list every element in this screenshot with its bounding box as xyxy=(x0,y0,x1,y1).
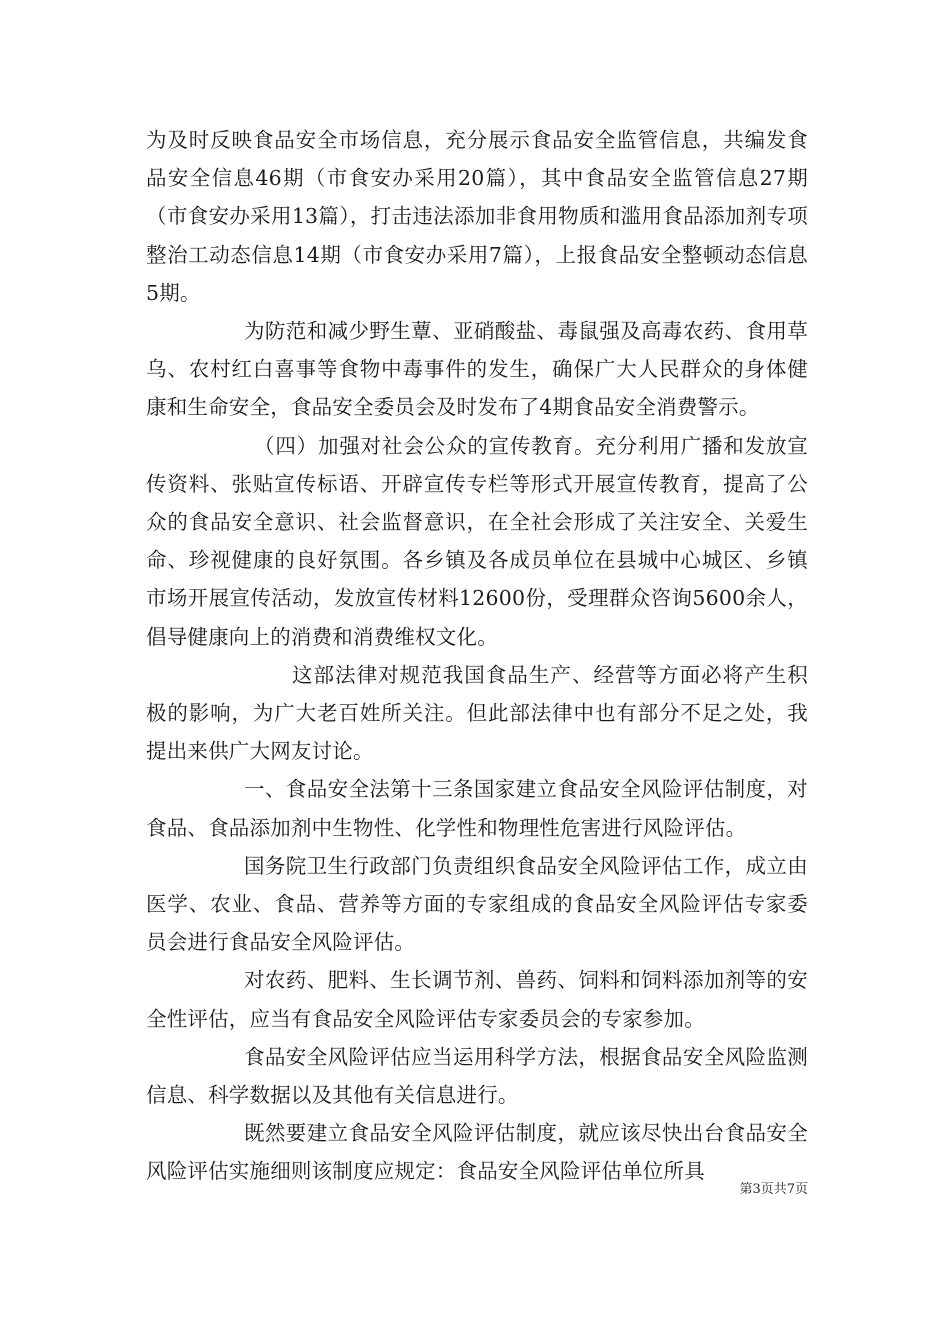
paragraph-article-13: 一、食品安全法第十三条国家建立食品安全风险评估制度，对食品、食品添加剂中生物性、化学性和物理性危害进行风险评估。 xyxy=(146,777,808,840)
paragraph-poisoning-warning: 为防范和减少野生蕈、亚硝酸盐、毒鼠强及高毒农药、食用草乌、农村红白喜事等食物中毒事件的发生，确保广大人民群众的身体健康和生命安全，食品安全委员会及时发布了4期食品安全消费警示。 xyxy=(146,319,808,420)
paragraph-law-impact: 这部法律对规范我国食品生产、经营等方面必将产生积极的影响，为广大老百姓所关注。但此部法律中也有部分不足之处，我提出来供广大网友讨论。 xyxy=(146,662,808,764)
paragraph-public-education: （四）加强对社会公众的宣传教育。充分利用广播和发放宣传资料、张贴宣传标语、开辟宣传专栏等形式开展宣传教育，提高了公众的食品安全意识、社会监督意识，在全社会形成了关注安全、关爱生命、珍视健康的良好氛围。各乡镇及各成员单位在县城中心城区、乡镇市场开展宣传活动，发放宣传材料12600份，受理群众咨询5600余人，倡导健康向上的消费和消费维权文化。 xyxy=(146,433,808,649)
page-number-footer: 第3页共7页 xyxy=(739,1182,808,1197)
paragraph-state-council: 国务院卫生行政部门负责组织食品安全风险评估工作，成立由医学、农业、食品、营养等方面的专家组成的食品安全风险评估专家委员会进行食品安全风险评估。 xyxy=(146,853,808,955)
paragraph-info-publishing: 为及时反映食品安全市场信息，充分展示食品安全监管信息，共编发食品安全信息46期（市食安办采用20篇），其中食品安全监管信息27期（市食安办采用13篇），打击违法添加非食用物质和滥用食品添加剂专项整治工动态信息14期（市食安办采用7篇），上报食品安全整顿动态信息5期。 xyxy=(146,128,808,305)
paragraph-scientific-method: 食品安全风险评估应当运用科学方法，根据食品安全风险监测信息、科学数据以及其他有关信息进行。 xyxy=(146,1044,808,1108)
document-body xyxy=(146,121,808,1191)
paragraph-assessment-rules: 既然要建立食品安全风险评估制度，就应该尽快出台食品安全风险评估实施细则该制度应规定：食品安全风险评估单位所具 xyxy=(146,1121,808,1184)
paragraph-pesticide-assessment: 对农药、肥料、生长调节剂、兽药、饲料和饲料添加剂等的安全性评估，应当有食品安全风险评估专家委员会的专家参加。 xyxy=(146,968,808,1031)
